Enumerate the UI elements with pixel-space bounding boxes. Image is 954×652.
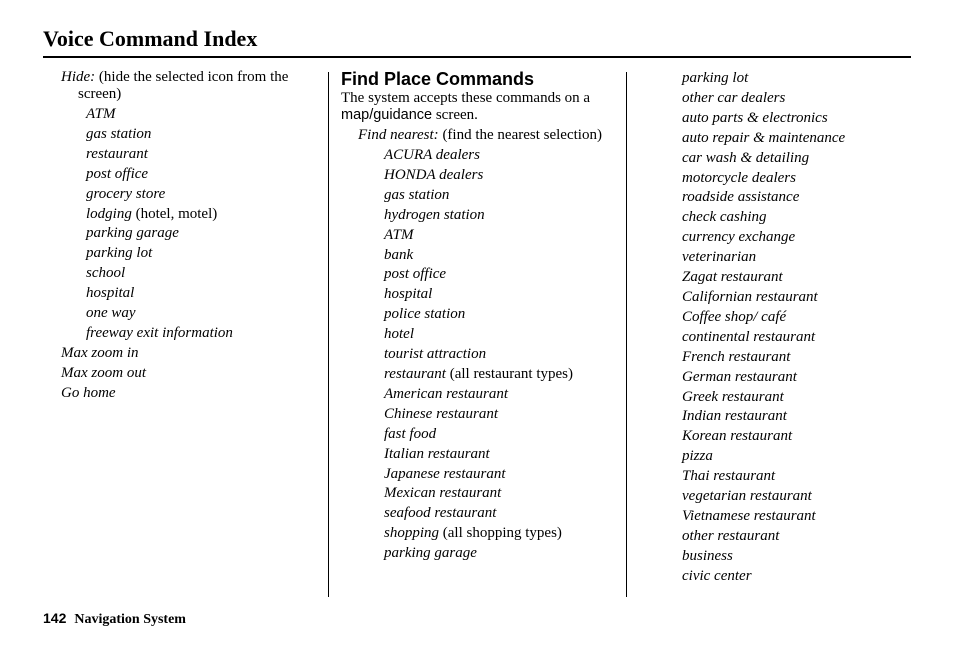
list-item bbox=[384, 385, 621, 405]
page-title: Voice Command Index bbox=[43, 26, 258, 51]
find-place-column bbox=[341, 68, 621, 564]
list-item bbox=[61, 324, 319, 344]
hide-commands-column bbox=[61, 69, 319, 404]
find-nearest-label: Find nearest: bbox=[358, 127, 439, 143]
column-divider bbox=[626, 72, 627, 597]
list-item-text: hotel bbox=[384, 326, 414, 343]
list-item bbox=[61, 145, 319, 165]
list-item bbox=[384, 146, 621, 166]
list-item bbox=[61, 244, 319, 264]
list-item bbox=[61, 284, 319, 304]
list-item-text: ACURA dealers bbox=[384, 147, 480, 163]
find-nearest-command bbox=[358, 127, 621, 144]
intro-text-start: The system accepts these commands on a bbox=[341, 90, 591, 106]
hide-command-note: (hide the selected icon from the screen) bbox=[78, 69, 289, 102]
list-item: veterinarian bbox=[682, 249, 757, 266]
list-item: other car dealers bbox=[682, 89, 786, 106]
list-item bbox=[384, 285, 621, 305]
list-item bbox=[61, 264, 319, 284]
list-item: Indian restaurant bbox=[682, 408, 787, 425]
list-item-text: tourist attraction bbox=[384, 346, 487, 363]
list-item: parking lot bbox=[682, 70, 749, 86]
list-item-text: grocery store bbox=[86, 185, 166, 202]
list-item: roadside assistance bbox=[682, 189, 800, 206]
hide-command-label: Hide: bbox=[61, 69, 96, 85]
footer-section: Navigation System bbox=[74, 612, 186, 627]
list-item: Greek restaurant bbox=[682, 388, 784, 405]
list-item bbox=[384, 484, 621, 504]
list-item bbox=[61, 205, 319, 225]
list-item bbox=[384, 246, 621, 266]
list-item: check cashing bbox=[682, 209, 767, 226]
list-item-text: school bbox=[86, 265, 126, 282]
list-item-text: Chinese restaurant bbox=[384, 405, 499, 422]
list-item-note: (all restaurant types) bbox=[449, 365, 573, 382]
list-item-text: hydrogen station bbox=[384, 206, 485, 223]
list-item-text: shopping bbox=[384, 525, 440, 542]
list-item-text: Italian restaurant bbox=[384, 445, 490, 462]
list-item-text: police station bbox=[384, 306, 466, 323]
list-item bbox=[384, 166, 621, 186]
list-item: currency exchange bbox=[682, 229, 796, 246]
list-item: pizza bbox=[682, 448, 713, 465]
title-divider bbox=[43, 56, 911, 58]
list-item-text: parking garage bbox=[384, 545, 477, 562]
hide-items-list bbox=[61, 105, 319, 344]
list-item-text: bank bbox=[384, 246, 414, 263]
section-heading: Find Place Commands bbox=[341, 69, 535, 89]
list-item-text: seafood restaurant bbox=[384, 505, 497, 522]
list-item-text: ATM bbox=[86, 106, 116, 122]
list-item: auto parts & electronics bbox=[682, 109, 828, 126]
list-item bbox=[61, 165, 319, 185]
list-item: Zagat restaurant bbox=[682, 269, 783, 286]
list-item-note: (all shopping types) bbox=[442, 525, 562, 542]
list-item: German restaurant bbox=[682, 368, 797, 385]
column-divider bbox=[328, 72, 329, 597]
list-item bbox=[384, 325, 621, 345]
list-item: Californian restaurant bbox=[682, 288, 818, 305]
list-item-text: parking lot bbox=[86, 245, 153, 262]
list-item: motorcycle dealers bbox=[682, 169, 796, 186]
list-item: French restaurant bbox=[682, 348, 791, 365]
list-item bbox=[384, 544, 621, 564]
list-item bbox=[61, 185, 319, 205]
command-item: Max zoom in bbox=[61, 344, 139, 361]
list-item: Coffee shop/ café bbox=[682, 308, 787, 325]
list-item-text: gas station bbox=[384, 186, 450, 203]
list-item-text: restaurant bbox=[384, 365, 446, 382]
page-footer bbox=[43, 610, 186, 628]
list-item bbox=[384, 365, 621, 385]
find-place-continued-column bbox=[682, 69, 922, 587]
list-item-text: lodging bbox=[86, 205, 132, 222]
list-item-text: post office bbox=[86, 165, 149, 182]
list-item: auto repair & maintenance bbox=[682, 129, 846, 146]
section-intro bbox=[341, 90, 621, 124]
list-item-text: parking garage bbox=[86, 225, 179, 242]
find-nearest-list-continued bbox=[682, 69, 922, 587]
find-nearest-note: (find the nearest selection) bbox=[442, 127, 602, 143]
list-item bbox=[384, 524, 621, 544]
list-item bbox=[384, 345, 621, 365]
list-item-text: HONDA dealers bbox=[384, 166, 484, 183]
list-item bbox=[384, 504, 621, 524]
list-item-text: Mexican restaurant bbox=[384, 485, 502, 502]
list-item: civic center bbox=[682, 567, 752, 584]
list-item: business bbox=[682, 547, 733, 564]
list-item-text: one way bbox=[86, 305, 136, 322]
intro-screen-name: map/guidance bbox=[341, 107, 433, 123]
intro-text-end: screen. bbox=[432, 107, 478, 123]
command-item: Go home bbox=[61, 384, 116, 401]
list-item: car wash & detailing bbox=[682, 149, 810, 166]
list-item bbox=[384, 425, 621, 445]
command-item: Max zoom out bbox=[61, 364, 146, 381]
list-item bbox=[384, 206, 621, 226]
list-item-text: hospital bbox=[384, 286, 433, 303]
list-item: Vietnamese restaurant bbox=[682, 507, 816, 524]
list-item bbox=[384, 405, 621, 425]
list-item-text: restaurant bbox=[86, 145, 148, 162]
list-item bbox=[384, 465, 621, 485]
list-item bbox=[384, 445, 621, 465]
list-item bbox=[384, 226, 621, 246]
zoom-commands-list bbox=[61, 344, 319, 404]
list-item-text: gas station bbox=[86, 125, 152, 142]
page-number: 142 bbox=[43, 610, 67, 626]
hide-command bbox=[61, 69, 319, 103]
list-item-text: post office bbox=[384, 266, 447, 283]
list-item-text: fast food bbox=[384, 425, 437, 442]
list-item bbox=[61, 304, 319, 324]
list-item bbox=[61, 224, 319, 244]
list-item bbox=[384, 186, 621, 206]
list-item bbox=[61, 105, 319, 125]
list-item-text: ATM bbox=[384, 226, 414, 243]
list-item bbox=[384, 305, 621, 325]
list-item-text: freeway exit information bbox=[86, 324, 233, 341]
list-item: Korean restaurant bbox=[682, 428, 793, 445]
list-item: Thai restaurant bbox=[682, 468, 776, 485]
list-item: continental restaurant bbox=[682, 328, 816, 345]
list-item: vegetarian restaurant bbox=[682, 488, 812, 505]
find-nearest-list bbox=[341, 146, 621, 564]
list-item-note: (hotel, motel) bbox=[135, 205, 218, 222]
list-item bbox=[61, 125, 319, 145]
list-item bbox=[384, 265, 621, 285]
list-item-text: hospital bbox=[86, 285, 135, 302]
list-item-text: Japanese restaurant bbox=[384, 465, 506, 482]
list-item-text: American restaurant bbox=[384, 385, 509, 402]
list-item: other restaurant bbox=[682, 527, 780, 544]
